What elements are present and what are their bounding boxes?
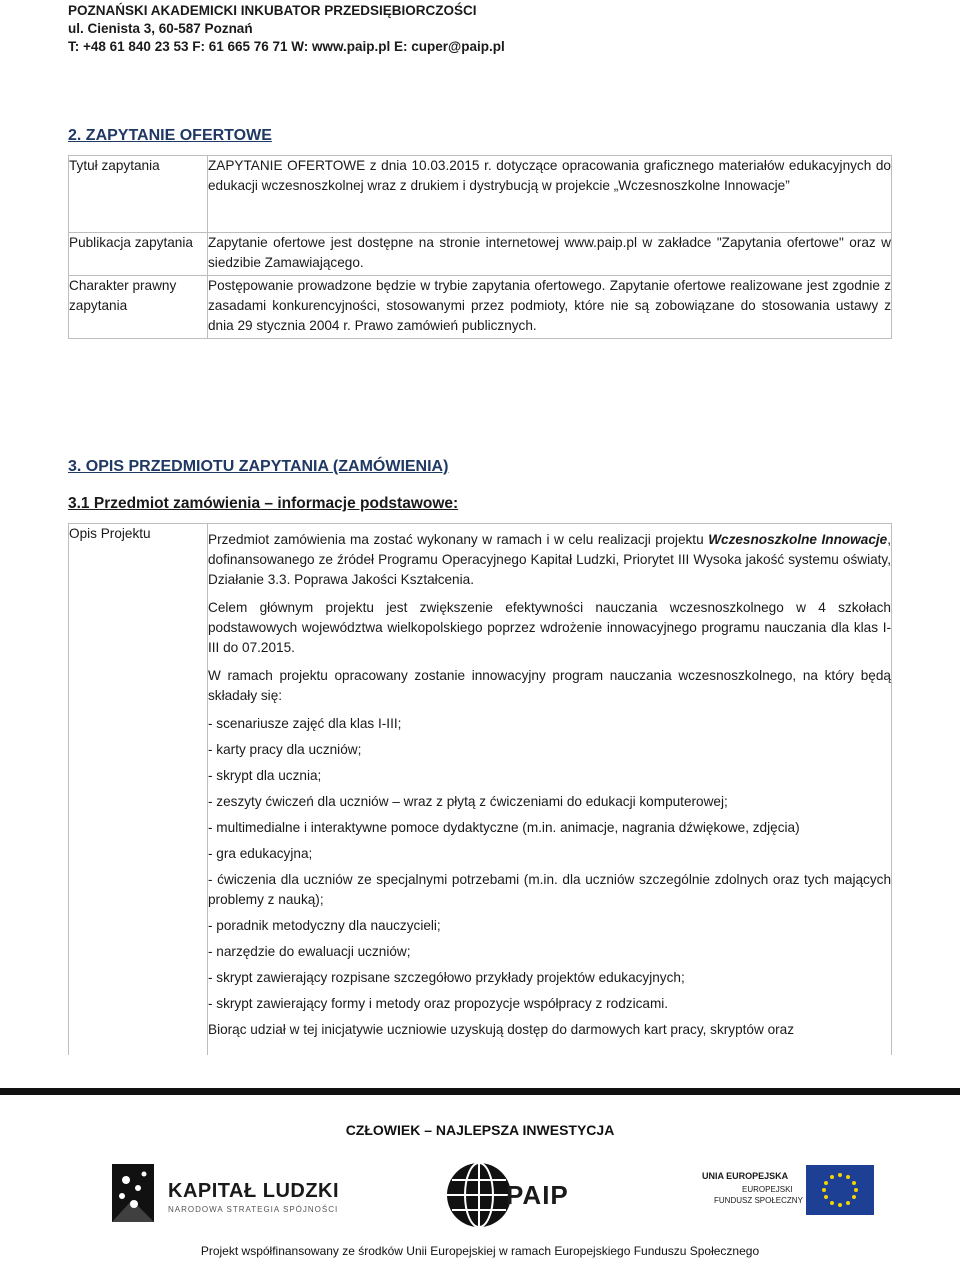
footer-slogan: CZŁOWIEK – NAJLEPSZA INWESTYCJA (345, 1122, 615, 1138)
project-name-emphasis: Wczesnoszkolne Innowacje (708, 532, 888, 547)
list-item: - scenariusze zajęć dla klas I-III; (208, 716, 402, 731)
eu-logo (702, 1165, 882, 1225)
section-3-1-heading: 3.1 Przedmiot zamówienia – informacje podstawowe: (68, 495, 459, 512)
table-row (69, 156, 892, 233)
offer-info-table (68, 155, 892, 339)
list-item: - karty pracy dla uczniów; (208, 742, 362, 757)
list-item: - skrypt dla ucznia; (208, 768, 322, 783)
project-description (208, 524, 892, 1056)
row-value-publication: Zapytanie ofertowe jest dostępne na stronie internetowej www.paip.pl w zakładce "Zapytania ofertowe" oraz w siedzibie Zamawiającego. (208, 233, 892, 276)
list-item: - ćwiczenia dla uczniów ze specjalnymi potrzebami (m.in. dla uczniów szczególnie zdolnych oraz tych mających problemy z nauką); (208, 872, 891, 907)
list-item: - multimedialne i interaktywne pomoce dydaktyczne (m.in. animacje, nagrania dźwiękowe, zdjęcia) (208, 820, 800, 835)
project-paragraph-4: Biorąc udział w tej inicjatywie uczniowie uzyskują dostęp do darmowych kart pracy, skryptów oraz (208, 1022, 795, 1037)
project-description-table (68, 523, 892, 1055)
list-item: - skrypt zawierający rozpisane szczegółowo przykłady projektów edukacyjnych; (208, 970, 685, 985)
document-header (68, 2, 505, 56)
kl-subtitle: NARODOWA STRATEGIA SPÓJNOŚCI (168, 1205, 339, 1214)
eu-flag-icon (806, 1165, 874, 1215)
table-row (69, 276, 892, 339)
row-label-title: Tytuł zapytania (69, 156, 208, 233)
row-label-publication: Publikacja zapytania (69, 233, 208, 276)
table-row (69, 233, 892, 276)
eu-line-2: EUROPEJSKI (742, 1185, 793, 1194)
row-value-legal: Postępowanie prowadzone będzie w trybie zapytania ofertowego. Zapytanie ofertowe realizowane jest zgodnie z zasadami konkurencyjności, stosowanymi przez podmioty, które nie są zobowiązane do stosowania ustawy z dnia 29 stycznia 2004 r. Prawo zamówień publicznych. (208, 276, 892, 339)
header-org: POZNAŃSKI AKADEMICKI INKUBATOR PRZEDSIĘBIORCZOŚCI (68, 3, 477, 18)
header-contact: T: +48 61 840 23 53 F: 61 665 76 71 W: www.paip.pl E: cuper@paip.pl (68, 39, 505, 54)
cofinancing-note: Projekt współfinansowany ze środków Unii Europejskiej w ramach Europejskiego Funduszu Społecznego (200, 1244, 760, 1258)
list-item: - zeszyty ćwiczeń dla uczniów – wraz z płytą z ćwiczeniami do edukacji komputerowej; (208, 794, 728, 809)
paip-globe-icon (444, 1160, 514, 1230)
kapital-ludzki-logo (108, 1160, 338, 1228)
footer-divider (0, 1088, 960, 1095)
project-label: Opis Projektu (69, 524, 208, 1056)
list-item: - poradnik metodyczny dla nauczycieli; (208, 918, 441, 933)
project-paragraph-1 (208, 530, 891, 590)
paip-wordmark: PAIP (506, 1180, 569, 1210)
list-item: - gra edukacyjna; (208, 846, 313, 861)
list-item: - skrypt zawierający formy i metody oraz propozycje współpracy z rodzicami. (208, 996, 669, 1011)
table-row (69, 524, 892, 1056)
p1-text-b: , dofinansowanego ze źródeł Programu Operacyjnego Kapitał Ludzki, Priorytet III Wysoka jakość systemu oświaty, Działanie 3.3. Poprawa Jakości Kształcenia. (208, 532, 891, 587)
section-3-heading: 3. OPIS PRZEDMIOTU ZAPYTANIA (ZAMÓWIENIA) (68, 458, 449, 475)
kl-title: KAPITAŁ LUDZKI (168, 1180, 340, 1202)
header-address: ul. Cienista 3, 60-587 Poznań (68, 21, 253, 36)
row-label-legal: Charakter prawny zapytania (69, 276, 208, 339)
project-paragraph-3: W ramach projektu opracowany zostanie innowacyjny program nauczania wczesnoszkolnego, na który będą składały się: (208, 668, 891, 703)
list-item: - narzędzie do ewaluacji uczniów; (208, 944, 411, 959)
project-paragraph-2: Celem głównym projektu jest zwiększenie efektywności nauczania wczesnoszkolnego w 4 szkołach podstawowych województwa wielkopolskiego poprzez wdrożenie innowacyjnego programu nauczania dla klas I-III do 07.2015. (208, 600, 891, 655)
row-value-title: ZAPYTANIE OFERTOWE z dnia 10.03.2015 r. dotyczące opracowania graficznego materiałów edukacyjnych do edukacji wczesnoszkolnej wraz z drukiem i dystrybucją w projekcie „Wczesnoszkolne Innowacje” (208, 156, 892, 233)
eu-line-3: FUNDUSZ SPOŁECZNY (714, 1196, 803, 1205)
p1-text-a: Przedmiot zamówienia ma zostać wykonany w ramach i w celu realizacji projektu (208, 532, 709, 547)
section-2-heading: 2. ZAPYTANIE OFERTOWE (68, 127, 272, 144)
eu-line-1: UNIA EUROPEJSKA (702, 1171, 789, 1181)
paip-logo (444, 1160, 569, 1230)
